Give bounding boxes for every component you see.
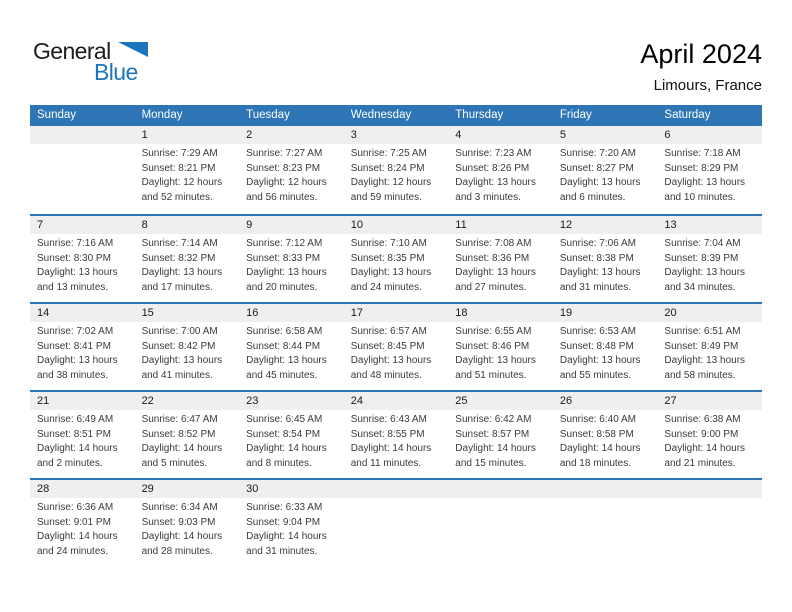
calendar-day-cell xyxy=(239,480,344,566)
day-sun-info: Sunrise: 6:58 AM Sunset: 8:44 PM Daylight: 13 hours and 45 minutes. xyxy=(246,326,327,381)
day-sun-info: Sunrise: 7:25 AM Sunset: 8:24 PM Daylight: 12 hours and 59 minutes. xyxy=(350,148,432,203)
day-sun-info: Sunrise: 7:10 AM Sunset: 8:35 PM Daylight: 13 hours and 24 minutes. xyxy=(350,238,432,293)
calendar-day-cell xyxy=(344,392,449,478)
calendar-week-row xyxy=(30,214,762,302)
day-sun-info: Sunrise: 7:27 AM Sunset: 8:23 PM Daylight: 12 hours and 56 minutes. xyxy=(246,148,327,203)
day-number: 8 xyxy=(135,216,240,234)
calendar-empty-cell xyxy=(344,480,449,566)
calendar-day-cell xyxy=(657,304,762,390)
day-sun-info: Sunrise: 7:23 AM Sunset: 8:26 PM Daylight: 13 hours and 3 minutes. xyxy=(455,148,536,203)
day-number: 14 xyxy=(30,304,135,322)
calendar-day-cell xyxy=(553,216,658,302)
day-number: 21 xyxy=(30,392,135,410)
day-sun-info: Sunrise: 6:45 AM Sunset: 8:54 PM Daylight: 14 hours and 8 minutes. xyxy=(246,414,327,469)
calendar-day-cell xyxy=(30,480,135,566)
day-number: 1 xyxy=(135,126,240,144)
day-number: 13 xyxy=(657,216,762,234)
calendar-empty-cell xyxy=(553,480,658,566)
calendar-day-cell xyxy=(239,392,344,478)
calendar-day-cell xyxy=(553,304,658,390)
day-number: 18 xyxy=(448,304,553,322)
calendar-day-cell xyxy=(30,216,135,302)
day-sun-info: Sunrise: 6:57 AM Sunset: 8:45 PM Daylight: 13 hours and 48 minutes. xyxy=(350,326,432,381)
day-sun-info: Sunrise: 6:40 AM Sunset: 8:58 PM Daylight: 14 hours and 18 minutes. xyxy=(559,414,641,469)
day-sun-info: Sunrise: 7:16 AM Sunset: 8:30 PM Daylight: 13 hours and 13 minutes. xyxy=(37,238,118,293)
day-sun-info: Sunrise: 6:34 AM Sunset: 9:03 PM Daylight: 14 hours and 28 minutes. xyxy=(141,502,223,557)
day-sun-info: Sunrise: 6:36 AM Sunset: 9:01 PM Daylight: 14 hours and 24 minutes. xyxy=(37,502,118,557)
day-number: 30 xyxy=(239,480,344,498)
calendar-week-row xyxy=(30,478,762,566)
day-number: 2 xyxy=(239,126,344,144)
day-sun-info: Sunrise: 6:33 AM Sunset: 9:04 PM Daylight: 14 hours and 31 minutes. xyxy=(246,502,327,557)
calendar-week-row xyxy=(30,302,762,390)
weekday-header-friday: Friday xyxy=(559,109,592,121)
location-subtitle: Limours, France xyxy=(653,77,762,94)
calendar-day-cell xyxy=(448,392,553,478)
calendar-day-cell xyxy=(657,216,762,302)
page-title: April 2024 xyxy=(640,39,762,69)
calendar-day-cell xyxy=(30,304,135,390)
day-sun-info: Sunrise: 7:04 AM Sunset: 8:39 PM Daylight: 13 hours and 34 minutes. xyxy=(664,238,746,293)
calendar-day-cell xyxy=(344,126,449,214)
day-sun-info: Sunrise: 7:20 AM Sunset: 8:27 PM Daylight: 13 hours and 6 minutes. xyxy=(559,148,641,203)
day-sun-info: Sunrise: 6:51 AM Sunset: 8:49 PM Daylight: 13 hours and 58 minutes. xyxy=(664,326,746,381)
day-number: 9 xyxy=(239,216,344,234)
calendar-table xyxy=(30,105,762,566)
day-number: 24 xyxy=(344,392,449,410)
calendar-weeks xyxy=(30,126,762,566)
weekday-header-saturday: Saturday xyxy=(664,109,711,121)
calendar-day-cell xyxy=(553,392,658,478)
day-number: 12 xyxy=(553,216,658,234)
weekday-header-monday: Monday xyxy=(141,109,183,121)
calendar-day-cell xyxy=(239,304,344,390)
calendar-week-row xyxy=(30,390,762,478)
day-number xyxy=(657,480,762,498)
weekday-header-row xyxy=(30,105,762,126)
day-sun-info: Sunrise: 6:38 AM Sunset: 9:00 PM Daylight: 14 hours and 21 minutes. xyxy=(664,414,746,469)
calendar-day-cell xyxy=(553,126,658,214)
day-sun-info: Sunrise: 7:12 AM Sunset: 8:33 PM Daylight: 13 hours and 20 minutes. xyxy=(246,238,327,293)
weekday-header-sunday: Sunday xyxy=(37,109,77,121)
general-blue-logo xyxy=(33,38,163,88)
day-sun-info: Sunrise: 7:29 AM Sunset: 8:21 PM Daylight: 12 hours and 52 minutes. xyxy=(141,148,223,203)
logo-text-general: General xyxy=(33,38,111,64)
day-number: 20 xyxy=(657,304,762,322)
calendar-day-cell xyxy=(135,480,240,566)
day-number: 11 xyxy=(448,216,553,234)
day-number: 29 xyxy=(135,480,240,498)
day-sun-info: Sunrise: 6:49 AM Sunset: 8:51 PM Daylight: 14 hours and 2 minutes. xyxy=(37,414,118,469)
weekday-header-wednesday: Wednesday xyxy=(350,109,412,121)
day-sun-info: Sunrise: 6:55 AM Sunset: 8:46 PM Daylight: 13 hours and 51 minutes. xyxy=(455,326,536,381)
day-number: 6 xyxy=(657,126,762,144)
calendar-empty-cell xyxy=(657,480,762,566)
calendar-day-cell xyxy=(239,216,344,302)
day-number: 26 xyxy=(553,392,658,410)
calendar-day-cell xyxy=(135,216,240,302)
calendar-day-cell xyxy=(239,126,344,214)
calendar-day-cell xyxy=(344,216,449,302)
calendar-day-cell xyxy=(135,304,240,390)
day-sun-info: Sunrise: 6:47 AM Sunset: 8:52 PM Daylight: 14 hours and 5 minutes. xyxy=(141,414,223,469)
calendar-day-cell xyxy=(657,392,762,478)
day-number xyxy=(553,480,658,498)
day-sun-info: Sunrise: 6:42 AM Sunset: 8:57 PM Daylight: 14 hours and 15 minutes. xyxy=(455,414,536,469)
day-number xyxy=(344,480,449,498)
day-number: 15 xyxy=(135,304,240,322)
calendar-day-cell xyxy=(344,304,449,390)
day-number: 4 xyxy=(448,126,553,144)
calendar-day-cell xyxy=(135,392,240,478)
weekday-header-thursday: Thursday xyxy=(455,109,504,121)
calendar-day-cell xyxy=(135,126,240,214)
day-number: 5 xyxy=(553,126,658,144)
day-number: 25 xyxy=(448,392,553,410)
day-sun-info: Sunrise: 6:43 AM Sunset: 8:55 PM Daylight: 14 hours and 11 minutes. xyxy=(350,414,432,469)
calendar-day-cell xyxy=(448,126,553,214)
day-number: 22 xyxy=(135,392,240,410)
calendar-day-cell xyxy=(448,304,553,390)
day-sun-info: Sunrise: 7:14 AM Sunset: 8:32 PM Daylight: 13 hours and 17 minutes. xyxy=(141,238,223,293)
calendar-empty-cell xyxy=(30,126,135,214)
day-sun-info: Sunrise: 7:08 AM Sunset: 8:36 PM Daylight: 13 hours and 27 minutes. xyxy=(455,238,536,293)
day-sun-info: Sunrise: 7:02 AM Sunset: 8:41 PM Daylight: 13 hours and 38 minutes. xyxy=(37,326,118,381)
calendar-title-block xyxy=(640,39,762,95)
day-number: 19 xyxy=(553,304,658,322)
day-number: 3 xyxy=(344,126,449,144)
day-sun-info: Sunrise: 6:53 AM Sunset: 8:48 PM Daylight: 13 hours and 55 minutes. xyxy=(559,326,641,381)
logo-triangle-icon xyxy=(118,42,148,57)
day-number: 10 xyxy=(344,216,449,234)
day-sun-info: Sunrise: 7:18 AM Sunset: 8:29 PM Daylight: 13 hours and 10 minutes. xyxy=(664,148,746,203)
weekday-header-tuesday: Tuesday xyxy=(246,109,290,121)
day-number: 28 xyxy=(30,480,135,498)
logo-text-blue: Blue xyxy=(94,59,138,85)
day-number: 17 xyxy=(344,304,449,322)
calendar-week-row xyxy=(30,126,762,214)
calendar-empty-cell xyxy=(448,480,553,566)
day-number xyxy=(448,480,553,498)
day-number: 7 xyxy=(30,216,135,234)
day-number: 23 xyxy=(239,392,344,410)
day-number: 27 xyxy=(657,392,762,410)
calendar-day-cell xyxy=(448,216,553,302)
day-sun-info: Sunrise: 7:06 AM Sunset: 8:38 PM Daylight: 13 hours and 31 minutes. xyxy=(559,238,641,293)
day-number: 16 xyxy=(239,304,344,322)
calendar-day-cell xyxy=(657,126,762,214)
day-number xyxy=(30,126,135,144)
calendar-day-cell xyxy=(30,392,135,478)
day-sun-info: Sunrise: 7:00 AM Sunset: 8:42 PM Daylight: 13 hours and 41 minutes. xyxy=(141,326,223,381)
